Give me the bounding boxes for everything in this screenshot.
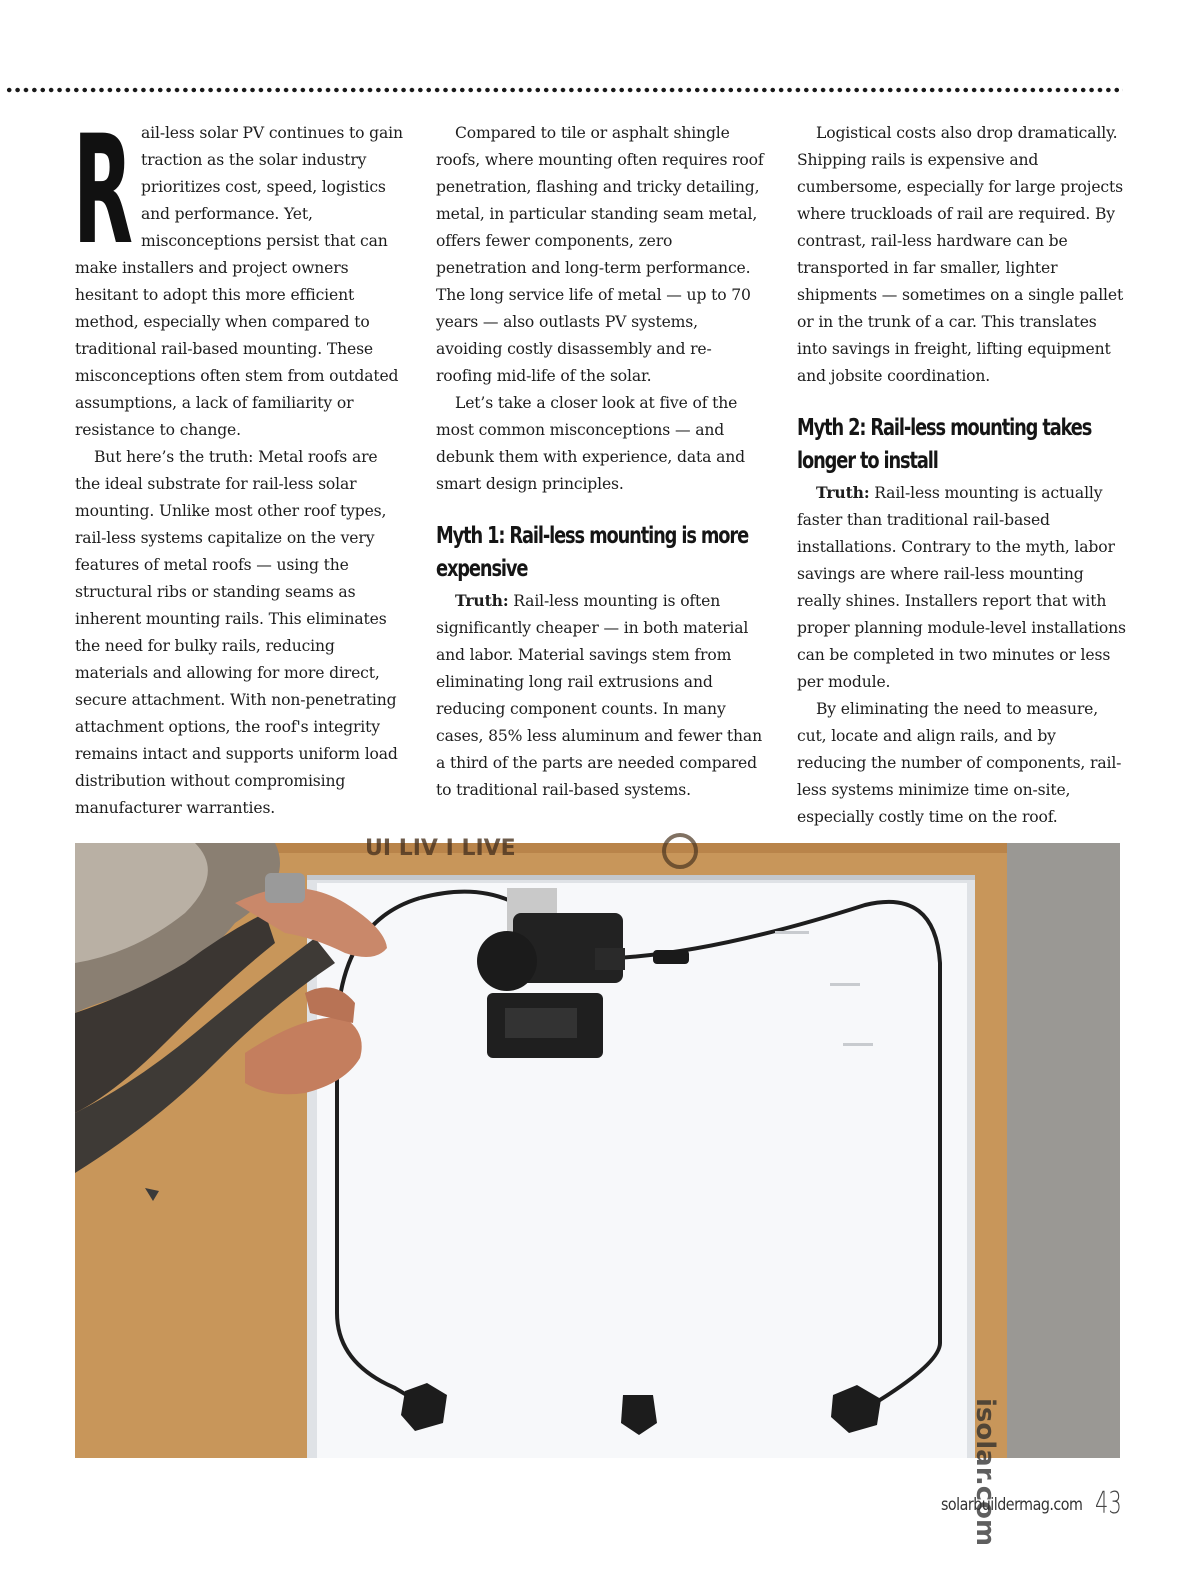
dotted-rule bbox=[5, 86, 1123, 94]
panel-edge-text: isolar.com bbox=[970, 1398, 1000, 1547]
myth-2-heading: Myth 2: Rail-less mounting takes longer to install bbox=[797, 415, 1092, 474]
truth-label: Truth: bbox=[455, 591, 509, 610]
drop-cap: R bbox=[73, 104, 131, 278]
body-paragraph: Compared to tile or asphalt shingle roofs, where mounting often requires roof penetration, flashing and tricky detailing, metal, in particular standing seam metal, offers fewer components, zero penetration and long-term performance. The long service life of metal — up to 70 years — also outlasts PV systems, avoiding costly disassembly and re-roofing mid-life of the solar. bbox=[436, 124, 764, 385]
article-column-2 bbox=[436, 120, 764, 804]
intro-paragraph bbox=[73, 104, 403, 444]
truth-text: Rail-less mounting is often significantly cheaper — in both material and labor. Material savings stem from eliminating long rail extrusions and reducing component counts. In many cases, 85% less aluminum and fewer than a third of the parts are needed compared to traditional rail-based systems. bbox=[436, 592, 762, 799]
truth-label: Truth: bbox=[816, 483, 870, 502]
truth-text: Rail-less mounting is actually faster than traditional rail-based installations. Contrary to the myth, labor savings are where rail-less mounting really shines. Installers report that with proper planning module-level installations can be completed in two minutes or less per module. bbox=[797, 484, 1126, 691]
myth-2-truth-paragraph bbox=[797, 479, 1127, 696]
article-column-3 bbox=[797, 120, 1127, 831]
body-paragraph: Let’s take a closer look at five of the most common misconceptions — and debunk them with experience, data and smart design principles. bbox=[436, 394, 745, 493]
myth-1-heading: Myth 1: Rail-less mounting is more expensive bbox=[436, 523, 749, 582]
page-number: 43 bbox=[1095, 1486, 1122, 1521]
body-paragraph: But here’s the truth: Metal roofs are the ideal substrate for rail-less solar mounting. Unlike most other roof types, rail-less systems capitalize on the very features of metal roofs — using the structural ribs or standing seams as inherent mounting rails. This eliminates the need for bulky rails, reducing materials and allowing for more direct, secure attachment. With non-penetrating attachment options, the roof's integrity remains intact and supports uniform load distribution without compromising manufacturer warranties. bbox=[75, 448, 398, 817]
intro-text: ail-less solar PV continues to gain traction as the solar industry prioritizes cost, speed, logistics and performance. Yet, misconceptions persist that can make installers and project owners hesitant to adopt this more efficient method, especially when compared to traditional rail-based mounting. These misconceptions often stem from outdated assumptions, a lack of familiarity or resistance to change. bbox=[75, 124, 403, 439]
myth-1-truth-paragraph bbox=[436, 587, 764, 804]
article-column-1 bbox=[73, 104, 403, 822]
body-paragraph: Logistical costs also drop dramatically. Shipping rails is expensive and cumbersome, especially for large projects where truckloads of rail are required. By contrast, rail-less hardware can be transported in far smaller, lighter shipments — sometimes on a single pallet or in the trunk of a car. This translates into savings in freight, lifting equipment and jobsite coordination. bbox=[797, 124, 1124, 385]
footer-url: solarbuildermag.com bbox=[940, 1495, 1082, 1515]
svg-text:UI LIV I LIVE: UI LIV I LIVE bbox=[365, 836, 516, 861]
body-paragraph: By eliminating the need to measure, cut, locate and align rails, and by reducing the number of components, rail-less systems minimize time on-site, especially costly time on the roof. bbox=[797, 700, 1122, 826]
